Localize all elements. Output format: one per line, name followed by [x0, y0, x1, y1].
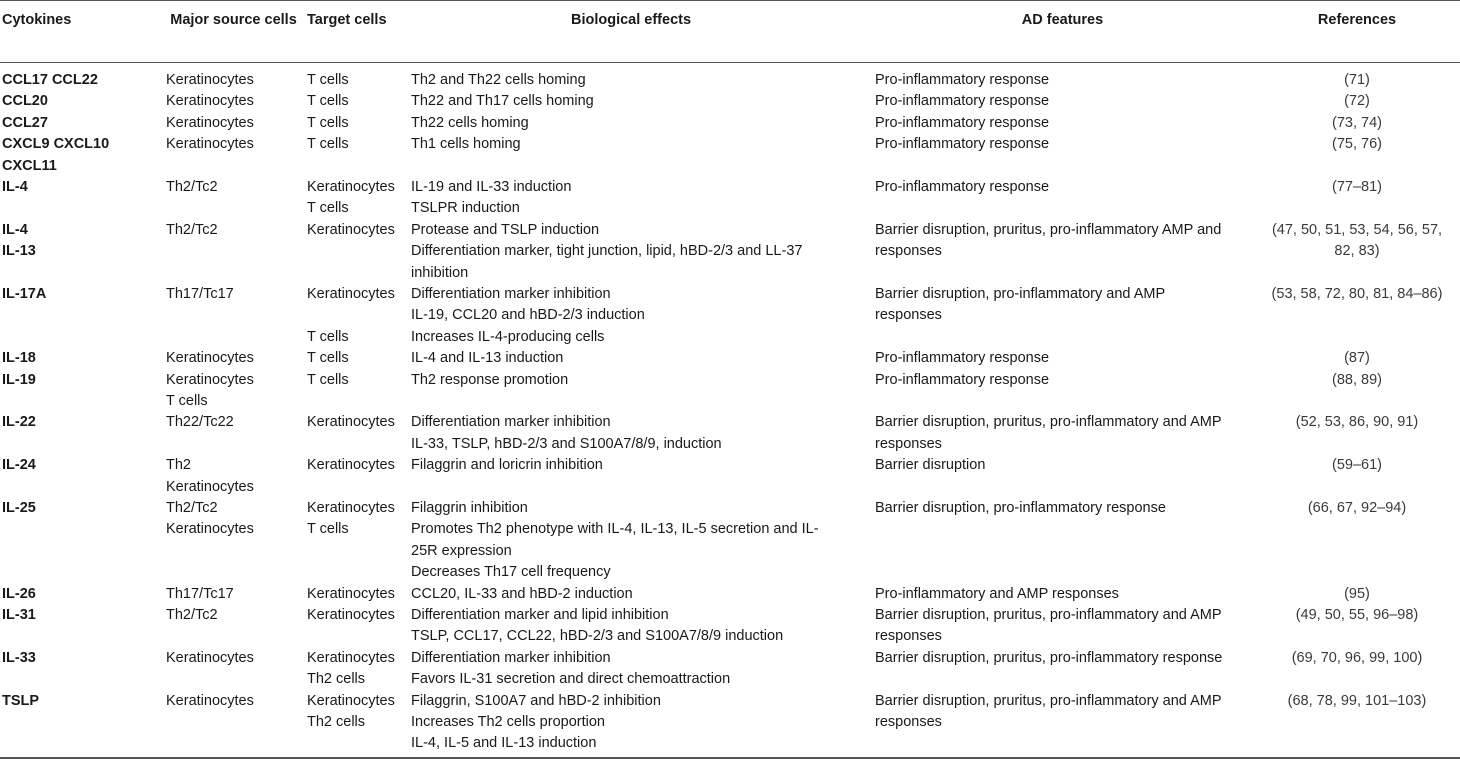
- source-cell: [166, 70, 301, 91]
- cell-line: Increases Th2 cells proportion: [411, 713, 605, 730]
- cytokine-cell: [2, 134, 152, 177]
- cell-line: T cells: [307, 521, 349, 538]
- cell-line: responses: [875, 435, 942, 452]
- table-row: [0, 70, 1460, 91]
- cell-line: T cells: [307, 93, 349, 110]
- target-cell: [307, 91, 407, 112]
- target-cell: [307, 605, 407, 626]
- cytokine-cell: [2, 220, 152, 263]
- target-cell: [307, 455, 407, 476]
- cell-line: Keratinocytes: [166, 371, 254, 388]
- cell-line: IL-4: [2, 221, 28, 238]
- features-cell: [875, 370, 1250, 391]
- cell-line: TSLPR induction: [411, 200, 520, 217]
- source-cell: [166, 498, 301, 541]
- cell-line: Th2/Tc2: [166, 499, 218, 516]
- cell-line: Keratinocytes: [307, 606, 395, 623]
- cell-line: Keratinocytes: [307, 649, 395, 666]
- cell-line: Pro-inflammatory and AMP responses: [875, 585, 1119, 602]
- cell-line: Differentiation marker inhibition: [411, 285, 611, 302]
- references-cell: [1256, 584, 1458, 605]
- cell-line: Differentiation marker and lipid inhibition: [411, 606, 669, 623]
- source-cell: [166, 113, 301, 134]
- source-cell: [166, 348, 301, 369]
- features-cell: [875, 91, 1250, 112]
- cell-line: CCL20, IL-33 and hBD-2 induction: [411, 585, 633, 602]
- target-cell: [307, 412, 407, 433]
- effects-cell: [411, 348, 851, 369]
- features-cell: [875, 177, 1250, 198]
- cell-line: (73, 74): [1332, 114, 1382, 131]
- cell-line: T cells: [307, 200, 349, 217]
- cytokine-cell: [2, 284, 152, 305]
- source-cell: [166, 455, 301, 498]
- references-cell: [1256, 648, 1458, 669]
- cell-line: Pro-inflammatory response: [875, 93, 1050, 110]
- bottom-rule: [0, 757, 1460, 759]
- features-cell: [875, 605, 1250, 648]
- cell-line: Decreases Th17 cell frequency: [411, 564, 611, 581]
- cell-line: Pro-inflammatory response: [875, 72, 1050, 88]
- target-cell: [307, 220, 407, 241]
- table-row: [0, 177, 1460, 220]
- references-cell: [1256, 455, 1458, 476]
- target-cell: [307, 648, 407, 691]
- table-row: [0, 605, 1460, 648]
- target-cell: [307, 691, 407, 734]
- cell-line: Pro-inflammatory response: [875, 371, 1050, 388]
- cell-line: Th2/Tc2: [166, 178, 218, 195]
- cell-line: inhibition: [411, 264, 469, 281]
- cell-line: Keratinocytes: [307, 414, 395, 431]
- cell-line: Th17/Tc17: [166, 585, 234, 602]
- cell-line: IL-25: [2, 499, 36, 516]
- cell-line: IL-13: [2, 243, 36, 260]
- features-cell: [875, 113, 1250, 134]
- cell-line: IL-19, CCL20 and hBD-2/3 induction: [411, 307, 645, 324]
- cell-line: T cells: [307, 328, 349, 345]
- features-cell: [875, 412, 1250, 455]
- cell-line: Th17/Tc17: [166, 285, 234, 302]
- table-row: [0, 370, 1460, 413]
- cell-line: (77–81): [1332, 178, 1382, 195]
- cell-line: Promotes Th2 phenotype with IL-4, IL-13, IL-5 secretion and IL-: [411, 521, 819, 538]
- references-cell: [1256, 91, 1458, 112]
- effects-cell: [411, 498, 851, 584]
- cell-line: Barrier disruption, pruritus, pro-inflammatory and AMP: [875, 414, 1222, 431]
- effects-cell: [411, 370, 851, 391]
- effects-cell: [411, 584, 851, 605]
- header-target-cells: Target cells: [307, 12, 387, 28]
- effects-cell: [411, 412, 851, 455]
- effects-cell: [411, 113, 851, 134]
- target-cell: [307, 113, 407, 134]
- cell-line: IL-22: [2, 414, 36, 431]
- cell-line: T cells: [307, 371, 349, 388]
- references-cell: [1256, 370, 1458, 391]
- cell-line: CXCL9 CXCL10: [2, 136, 110, 153]
- source-cell: [166, 134, 301, 155]
- cell-line: Keratinocytes: [307, 221, 395, 238]
- header-ad-features: AD features: [1021, 12, 1104, 28]
- cell-line: 25R expression: [411, 542, 512, 559]
- target-cell: [307, 177, 407, 220]
- source-cell: [166, 648, 301, 669]
- cell-line: IL-24: [2, 457, 36, 474]
- table-row: [0, 584, 1460, 605]
- source-cell: [166, 91, 301, 112]
- effects-cell: [411, 220, 851, 284]
- cell-line: Barrier disruption, pro-inflammatory response: [875, 499, 1166, 516]
- cytokine-cell: [2, 113, 152, 134]
- cell-line: Barrier disruption, pruritus, pro-inflammatory response: [875, 649, 1223, 666]
- cell-line: TSLP, CCL17, CCL22, hBD-2/3 and S100A7/8/9 induction: [411, 628, 784, 645]
- header-cytokines: Cytokines: [2, 12, 72, 28]
- cell-line: Protease and TSLP induction: [411, 221, 600, 238]
- cell-line: T cells: [307, 114, 349, 131]
- cell-line: 82, 83): [1334, 243, 1380, 260]
- references-cell: [1256, 691, 1458, 712]
- source-cell: [166, 605, 301, 626]
- cell-line: Keratinocytes: [166, 521, 254, 538]
- cell-line: CCL20: [2, 93, 48, 110]
- references-cell: [1256, 70, 1458, 91]
- cytokine-cell: [2, 691, 152, 712]
- cell-line: T cells: [307, 72, 349, 88]
- cytokine-cell: [2, 91, 152, 112]
- cell-line: IL-33, TSLP, hBD-2/3 and S100A7/8/9, induction: [411, 435, 722, 452]
- cytokine-cell: [2, 370, 152, 391]
- target-cell: [307, 370, 407, 391]
- cytokine-cell: [2, 584, 152, 605]
- references-cell: [1256, 134, 1458, 155]
- table-row: [0, 348, 1460, 369]
- cell-line: IL-31: [2, 606, 36, 623]
- target-cell: [307, 284, 407, 348]
- header-biological-effects: Biological effects: [570, 12, 692, 28]
- cell-line: Filaggrin and loricrin inhibition: [411, 457, 603, 474]
- cell-line: IL-17A: [2, 285, 47, 302]
- references-cell: [1256, 284, 1458, 305]
- cell-line: Th2: [166, 457, 191, 474]
- header-major-source-cells: Major source cells: [170, 12, 297, 28]
- effects-cell: [411, 455, 851, 476]
- cytokine-cell: [2, 605, 152, 626]
- cell-line: Pro-inflammatory response: [875, 136, 1050, 153]
- features-cell: [875, 134, 1250, 155]
- cell-line: responses: [875, 243, 942, 260]
- cell-line: (87): [1344, 350, 1370, 367]
- features-cell: [875, 648, 1250, 669]
- references-cell: [1256, 177, 1458, 198]
- cell-line: Barrier disruption: [875, 457, 986, 474]
- cell-line: (66, 67, 92–94): [1307, 499, 1407, 516]
- header-rule: [0, 62, 1460, 63]
- cytokine-cell: [2, 348, 152, 369]
- effects-cell: [411, 91, 851, 112]
- cell-line: Favors IL-31 secretion and direct chemoattraction: [411, 671, 731, 688]
- table-row: [0, 648, 1460, 691]
- cell-line: (68, 78, 99, 101–103): [1287, 692, 1427, 709]
- cell-line: IL-4 and IL-13 induction: [411, 350, 564, 367]
- source-cell: [166, 584, 301, 605]
- cell-line: (47, 50, 51, 53, 54, 56, 57,: [1271, 221, 1443, 238]
- effects-cell: [411, 177, 851, 220]
- cell-line: Differentiation marker inhibition: [411, 649, 611, 666]
- cell-line: IL-18: [2, 350, 36, 367]
- effects-cell: [411, 284, 851, 348]
- source-cell: [166, 177, 301, 198]
- cell-line: (71): [1344, 72, 1370, 88]
- features-cell: [875, 220, 1250, 263]
- cell-line: Th22 cells homing: [411, 114, 529, 131]
- cell-line: Th2 response promotion: [411, 371, 569, 388]
- effects-cell: [411, 648, 851, 691]
- features-cell: [875, 284, 1250, 327]
- cell-line: Th2/Tc2: [166, 221, 218, 238]
- cell-line: (88, 89): [1332, 371, 1382, 388]
- cell-line: Keratinocytes: [166, 114, 254, 131]
- cell-line: Keratinocytes: [307, 178, 395, 195]
- cell-line: Th2/Tc2: [166, 606, 218, 623]
- features-cell: [875, 584, 1250, 605]
- cell-line: Th22 and Th17 cells homing: [411, 93, 594, 110]
- cytokine-cell: [2, 648, 152, 669]
- cell-line: CXCL11: [2, 157, 57, 174]
- source-cell: [166, 284, 301, 305]
- effects-cell: [411, 691, 851, 755]
- cytokine-cell: [2, 177, 152, 198]
- table-row: [0, 412, 1460, 455]
- effects-cell: [411, 134, 851, 155]
- cell-line: Keratinocytes: [307, 285, 395, 302]
- cytokine-cell: [2, 70, 152, 91]
- cell-line: (49, 50, 55, 96–98): [1295, 606, 1419, 623]
- table-row: [0, 134, 1460, 177]
- features-cell: [875, 455, 1250, 476]
- cell-line: Barrier disruption, pro-inflammatory and AMP: [875, 285, 1166, 302]
- features-cell: [875, 498, 1250, 519]
- cell-line: TSLP: [2, 692, 40, 709]
- target-cell: [307, 498, 407, 541]
- cell-line: Keratinocytes: [166, 72, 254, 88]
- references-cell: [1256, 220, 1458, 263]
- cell-line: Th1 cells homing: [411, 136, 521, 153]
- table-row: [0, 284, 1460, 348]
- cell-line: CCL27: [2, 114, 48, 131]
- source-cell: [166, 220, 301, 241]
- target-cell: [307, 584, 407, 605]
- table-row: [0, 498, 1460, 584]
- cell-line: Filaggrin, S100A7 and hBD-2 inhibition: [411, 692, 661, 709]
- cell-line: Differentiation marker inhibition: [411, 414, 611, 431]
- table-header: [0, 0, 1460, 62]
- cell-line: responses: [875, 307, 942, 324]
- cell-line: Keratinocytes: [166, 692, 254, 709]
- cell-line: Barrier disruption, pruritus, pro-inflammatory and AMP: [875, 606, 1222, 623]
- effects-cell: [411, 70, 851, 91]
- table-row: [0, 91, 1460, 112]
- cell-line: Th22/Tc22: [166, 414, 234, 431]
- cell-line: Keratinocytes: [307, 499, 395, 516]
- cell-line: Differentiation marker, tight junction, lipid, hBD-2/3 and LL-37: [411, 243, 803, 260]
- cell-line: (95): [1344, 585, 1370, 602]
- cell-line: T cells: [307, 136, 349, 153]
- table-row: [0, 455, 1460, 498]
- cell-line: Barrier disruption, pruritus, pro-inflammatory and AMP: [875, 692, 1222, 709]
- cell-line: Keratinocytes: [307, 692, 395, 709]
- target-cell: [307, 348, 407, 369]
- cytokine-cell: [2, 498, 152, 519]
- cell-line: T cells: [307, 350, 349, 367]
- features-cell: [875, 70, 1250, 91]
- cell-line: Keratinocytes: [166, 350, 254, 367]
- table-row: [0, 691, 1460, 755]
- cell-line: Keratinocytes: [166, 136, 254, 153]
- cell-line: (59–61): [1332, 457, 1382, 474]
- table-body: [0, 70, 1460, 755]
- cell-line: Th2 and Th22 cells homing: [411, 72, 586, 88]
- table-row: [0, 220, 1460, 284]
- cell-line: Increases IL-4-producing cells: [411, 328, 605, 345]
- cell-line: IL-19: [2, 371, 36, 388]
- cytokine-cell: [2, 412, 152, 433]
- cell-line: responses: [875, 713, 942, 730]
- features-cell: [875, 691, 1250, 734]
- cell-line: IL-4: [2, 178, 28, 195]
- cell-line: [307, 305, 407, 326]
- references-cell: [1256, 348, 1458, 369]
- cell-line: Th2 cells: [307, 713, 366, 730]
- cell-line: Th2 cells: [307, 671, 366, 688]
- references-cell: [1256, 498, 1458, 519]
- cell-line: IL-4, IL-5 and IL-13 induction: [411, 735, 597, 752]
- cell-line: T cells: [166, 392, 208, 409]
- cell-line: Keratinocytes: [166, 478, 254, 495]
- target-cell: [307, 70, 407, 91]
- source-cell: [166, 412, 301, 433]
- cell-line: CCL17 CCL22: [2, 72, 98, 88]
- target-cell: [307, 134, 407, 155]
- cell-line: Keratinocytes: [307, 585, 395, 602]
- references-cell: [1256, 605, 1458, 626]
- cell-line: Keratinocytes: [307, 457, 395, 474]
- features-cell: [875, 348, 1250, 369]
- cell-line: (69, 70, 96, 99, 100): [1291, 649, 1423, 666]
- source-cell: [166, 691, 301, 712]
- cell-line: IL-19 and IL-33 induction: [411, 178, 572, 195]
- references-cell: [1256, 113, 1458, 134]
- cell-line: IL-33: [2, 649, 36, 666]
- effects-cell: [411, 605, 851, 648]
- cell-line: Keratinocytes: [166, 93, 254, 110]
- cell-line: (52, 53, 86, 90, 91): [1295, 414, 1419, 431]
- cell-line: IL-26: [2, 585, 36, 602]
- references-cell: [1256, 412, 1458, 433]
- cell-line: (75, 76): [1332, 136, 1382, 153]
- table-row: [0, 113, 1460, 134]
- cell-line: (72): [1344, 93, 1370, 110]
- header-references: References: [1317, 12, 1397, 28]
- cell-line: Filaggrin inhibition: [411, 499, 528, 516]
- cell-line: Barrier disruption, pruritus, pro-inflammatory AMP and: [875, 221, 1222, 238]
- cell-line: Pro-inflammatory response: [875, 114, 1050, 131]
- cell-line: (53, 58, 72, 80, 81, 84–86): [1271, 285, 1443, 302]
- cell-line: Pro-inflammatory response: [875, 178, 1050, 195]
- cell-line: Keratinocytes: [166, 649, 254, 666]
- source-cell: [166, 370, 301, 413]
- cytokine-cell: [2, 455, 152, 476]
- cell-line: Pro-inflammatory response: [875, 350, 1050, 367]
- cell-line: responses: [875, 628, 942, 645]
